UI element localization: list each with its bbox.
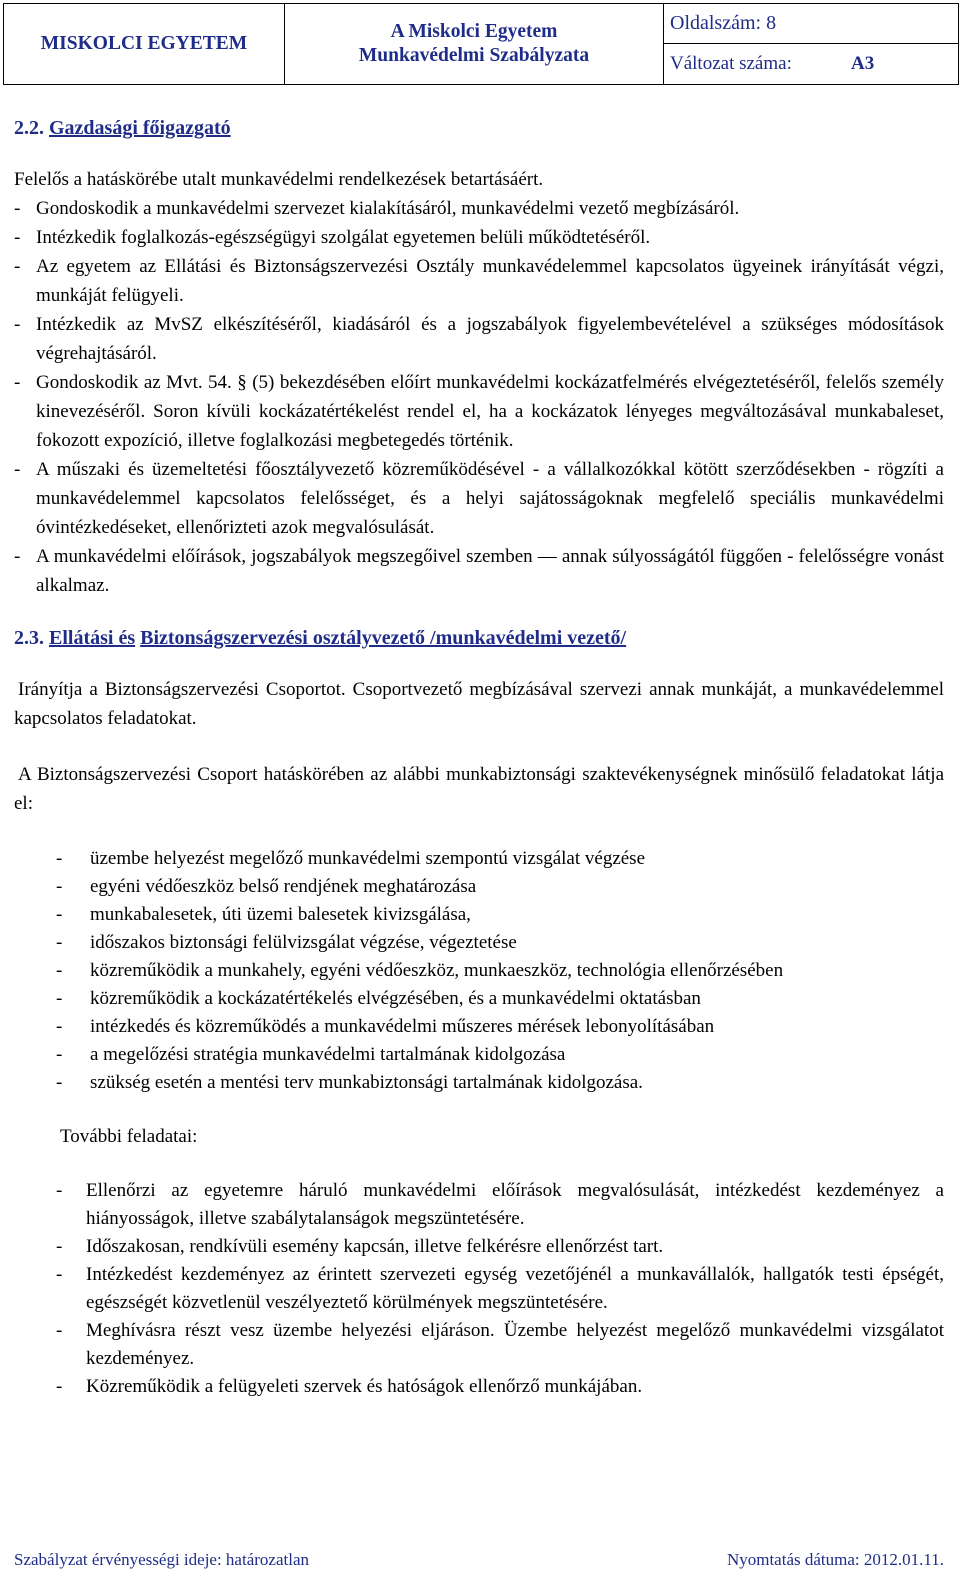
list-item: - Intézkedést kezdeményez az érintett szervezeti egység vezetőjénél a munkavállalók, hallgatók testi épségét, egészségét közvetlenül veszélyeztető körülmények megszüntetésére. [56, 1261, 944, 1317]
list-item-text: A műszaki és üzemeltetési főosztályvezető közreműködésével - a vállalkozókkal kötött szerződésekben - rögzíti a munkavédelemmel kapcsolatos felelősséget, és a helyi sajátosságoknak megfelelő speciális munkavédelmi óvintézkedéseket, ellenőrizteti azok megvalósulását. [36, 459, 944, 538]
section-2-3-para2: A Biztonságszervezési Csoport hatáskörében az alábbi munkabiztonsági szaktevékenységnek minősülő feladatokat látja el: [14, 764, 944, 814]
page-info [664, 4, 959, 85]
section-2-3-title-part1: Ellátási és [49, 627, 136, 649]
validity-period: Szabályzat érvényességi ideje: határozatlan [14, 1550, 309, 1569]
document-title [285, 4, 664, 85]
list-item-text: Intézkedik foglalkozás-egészségügyi szolgálat egyetemen belüli működtetéséről. [36, 227, 651, 248]
list-item: - üzembe helyezést megelőző munkavédelmi szempontú vizsgálat végzése [56, 845, 944, 873]
list-item-text: munkabalesetek, úti üzemi balesetek kivizsgálása, [90, 904, 471, 925]
list-item-text: Meghívásra részt vesz üzembe helyezési eljáráson. Üzembe helyezést megelőző munkavédelmi vizsgálatot kezdeményez. [86, 1320, 944, 1369]
list-item: - A munkavédelmi előírások, jogszabályok megszegőivel szemben — annak súlyosságától függően - felelősségre vonást alkalmaz. [14, 542, 944, 600]
list-item-text: Ellenőrzi az egyetemre háruló munkavédelmi előírások megvalósulását, intézkedést kezdeményez a hiányosságok, illetve szabálytalanságok megszüntetésére. [86, 1180, 944, 1229]
document-header [3, 3, 959, 85]
list-item: - Időszakosan, rendkívüli esemény kapcsán, illetve felkérésre ellenőrzést tart. [56, 1233, 944, 1261]
version-value: A3 [851, 53, 875, 74]
list-item-text: a megelőzési stratégia munkavédelmi tartalmának kidolgozása [90, 1044, 566, 1065]
list-item: - Gondoskodik a munkavédelmi szervezet kialakításáról, munkavédelmi vezető megbízásáról. [14, 194, 944, 223]
document-body [14, 96, 944, 1401]
document-title-line1: A Miskolci Egyetem [390, 21, 558, 42]
section-2-2-intro: Felelős a hatáskörébe utalt munkavédelmi rendelkezések betartásáért. [14, 169, 544, 190]
section-2-3-para1: Irányítja a Biztonságszervezési Csoportot. Csoportvezető megbízásával szervezi annak munkáját, a munkavédelemmel kapcsolatos feladatokat. [14, 679, 944, 729]
list-item: - Ellenőrzi az egyetemre háruló munkavédelmi előírások megvalósulását, intézkedést kezdeményez a hiányosságok, illetve szabálytalanságok megszüntetésére. [56, 1177, 944, 1233]
list-item-text: intézkedés és közreműködés a munkavédelmi műszeres mérések lebonyolításában [90, 1016, 715, 1037]
print-date: Nyomtatás dátuma: 2012.01.11. [726, 1550, 944, 1569]
list-item: - egyéni védőeszköz belső rendjének meghatározása [56, 873, 944, 901]
list-item-text: Gondoskodik a munkavédelmi szervezet kialakításáról, munkavédelmi vezető megbízásáról. [36, 198, 740, 219]
list-item: - Intézkedik foglalkozás-egészségügyi szolgálat egyetemen belüli működtetéséről. [14, 223, 944, 252]
list-item-text: Intézkedést kezdeményez az érintett szervezeti egység vezetőjénél a munkavállalók, hallgatók testi épségét, egészségét közvetlenül veszélyeztető körülmények megszüntetésére. [86, 1264, 944, 1313]
section-2-2-list [14, 194, 944, 600]
list-item-text: A munkavédelmi előírások, jogszabályok megszegőivel szemben — annak súlyosságától függően - felelősségre vonást alkalmaz. [36, 546, 944, 596]
list-item: - közreműködik a munkahely, egyéni védőeszköz, munkaeszköz, technológia ellenőrzésében [56, 957, 944, 985]
task-list [56, 845, 944, 1097]
list-item: - a megelőzési stratégia munkavédelmi tartalmának kidolgozása [56, 1041, 944, 1069]
list-item-text: Az egyetem az Ellátási és Biztonságszervezési Osztály munkavédelemmel kapcsolatos ügyeinek irányítását végzi, munkáját felügyeli. [36, 256, 944, 306]
further-tasks-label: További feladatai: [60, 1126, 198, 1147]
list-item: - Gondoskodik az Mvt. 54. § (5) bekezdésében előírt munkavédelmi kockázatfelmérés elvégeztetéséről, felelős személy kinevezéséről. Soron kívüli kockázatértékelést rendel el, ha a kockázatok lényeges megváltozásával munkabaleset, fokozott expozíció, illetve foglalkozási megbetegedés történik. [14, 368, 944, 455]
version-info [664, 44, 958, 84]
document-title-line2: Munkavédelmi Szabályzata [358, 45, 590, 66]
list-item-text: közreműködik a munkahely, egyéni védőeszköz, munkaeszköz, technológia ellenőrzésében [90, 960, 784, 981]
list-item: - A műszaki és üzemeltetési főosztályvezető közreműködésével - a vállalkozókkal kötött szerződésekben - rögzíti a munkavédelemmel kapcsolatos felelősséget, és a helyi sajátosságoknak megfelelő speciális munkavédelmi óvintézkedéseket, ellenőrizteti azok megvalósulását. [14, 455, 944, 542]
list-item-text: egyéni védőeszköz belső rendjének meghatározása [90, 876, 477, 897]
further-task-list [56, 1177, 944, 1401]
section-2-2-heading [14, 114, 944, 143]
list-item-text: üzembe helyezést megelőző munkavédelmi szempontú vizsgálat végzése [90, 848, 646, 869]
list-item-text: szükség esetén a mentési terv munkabiztonsági tartalmának kidolgozása. [90, 1072, 643, 1093]
section-2-3-title-part2: Biztonságszervezési osztályvezető /munkavédelmi vezető/ [140, 627, 627, 649]
list-item: - Intézkedik az MvSZ elkészítéséről, kiadásáról és a jogszabályok figyelembevételével a szükséges módosítások végrehajtásáról. [14, 310, 944, 368]
section-2-3-number: 2.3. [14, 627, 44, 649]
list-item: - munkabalesetek, úti üzemi balesetek kivizsgálása, [56, 901, 944, 929]
page-number: Oldalszám: 8 [664, 4, 958, 44]
section-2-2-title: Gazdasági főigazgató [49, 117, 231, 139]
list-item: - közreműködik a kockázatértékelés elvégzésében, és a munkavédelmi oktatásban [56, 985, 944, 1013]
list-item-text: időszakos biztonsági felülvizsgálat végzése, végeztetése [90, 932, 517, 953]
section-2-3-heading [14, 624, 944, 653]
list-item: - intézkedés és közreműködés a munkavédelmi műszeres mérések lebonyolításában [56, 1013, 944, 1041]
list-item-text: Intézkedik az MvSZ elkészítéséről, kiadásáról és a jogszabályok figyelembevételével a szükséges módosítások végrehajtásáról. [36, 314, 944, 364]
list-item-text: Gondoskodik az Mvt. 54. § (5) bekezdésében előírt munkavédelmi kockázatfelmérés elvégeztetéséről, felelős személy kinevezéséről. Soron kívüli kockázatértékelést rendel el, ha a kockázatok lényeges megváltozásával munkabaleset, fokozott expozíció, illetve foglalkozási megbetegedés történik. [36, 372, 944, 451]
list-item: - szükség esetén a mentési terv munkabiztonsági tartalmának kidolgozása. [56, 1069, 944, 1097]
list-item: - Közreműködik a felügyeleti szervek és hatóságok ellenőrző munkájában. [56, 1373, 944, 1401]
list-item-text: közreműködik a kockázatértékelés elvégzésében, és a munkavédelmi oktatásban [90, 988, 701, 1009]
section-2-2-number: 2.2. [14, 117, 44, 139]
list-item-text: Időszakosan, rendkívüli esemény kapcsán, illetve felkérésre ellenőrzést tart. [86, 1236, 664, 1257]
university-name: MISKOLCI EGYETEM [4, 4, 285, 85]
list-item-text: Közreműködik a felügyeleti szervek és hatóságok ellenőrző munkájában. [86, 1376, 643, 1397]
list-item: - Az egyetem az Ellátási és Biztonságszervezési Osztály munkavédelemmel kapcsolatos ügyeinek irányítását végzi, munkáját felügyeli. [14, 252, 944, 310]
version-label: Változat száma: [670, 53, 792, 74]
list-item: - időszakos biztonsági felülvizsgálat végzése, végeztetése [56, 929, 944, 957]
list-item: - Meghívásra részt vesz üzembe helyezési eljáráson. Üzembe helyezést megelőző munkavédelmi vizsgálatot kezdeményez. [56, 1317, 944, 1373]
